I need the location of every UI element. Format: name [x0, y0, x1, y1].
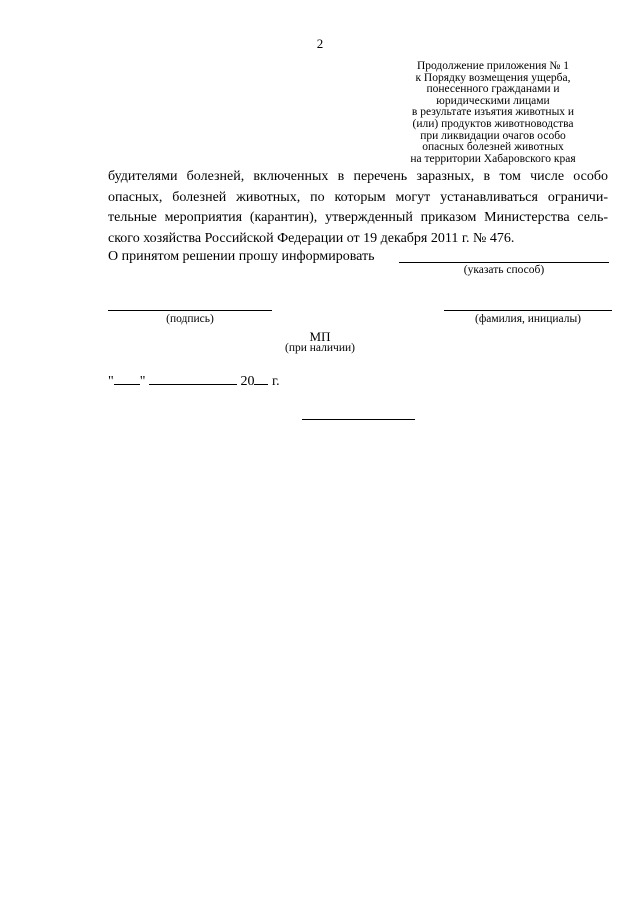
inform-method-field[interactable]: [399, 262, 609, 263]
body-line: ского хозяйства Российской Федерации от 19 декабря 2011 г. № 476.: [108, 230, 515, 246]
end-separator: [302, 419, 415, 420]
appendix-line: Продолжение приложения № 1: [416, 60, 570, 72]
appendix-header: [388, 61, 598, 165]
stamp-label: МП: [309, 329, 331, 344]
appendix-line: к Порядку возмещения ущерба,: [415, 71, 571, 84]
signature-caption: (подпись): [166, 313, 214, 325]
body-line: опасных, болезней животных, по которым могут устанавливаться ограничи-: [108, 189, 608, 205]
date-day-field[interactable]: [114, 371, 140, 385]
inform-request-text: О принятом решении прошу информировать: [108, 249, 375, 264]
date-year-suffix: г.: [271, 374, 280, 389]
appendix-line: понесенного гражданами и: [426, 83, 560, 96]
appendix-line: (или) продуктов животноводства: [412, 117, 574, 130]
body-paragraph: [108, 167, 608, 249]
appendix-line: опасных болезней животных: [422, 141, 564, 154]
appendix-line: юридическими лицами: [436, 94, 550, 107]
body-line: будителями болезней, включенных в перечень заразных, в том числе особо: [108, 169, 608, 184]
date-field: [108, 371, 280, 390]
inform-method-caption: (указать способ): [463, 264, 545, 276]
signature-field[interactable]: [108, 310, 272, 311]
date-close-quote: ": [139, 374, 146, 389]
date-year-field[interactable]: [254, 371, 268, 385]
date-year-prefix: 20: [240, 374, 255, 389]
date-month-field[interactable]: [149, 371, 237, 385]
name-caption: (фамилия, инициалы): [474, 313, 582, 325]
stamp-caption: (при наличии): [285, 342, 355, 354]
appendix-line: на территории Хабаровского края: [410, 152, 576, 165]
appendix-line: в результате изъятия животных и: [411, 106, 575, 119]
body-line: тельные мероприятия (карантин), утвержденный приказом Министерства сель-: [108, 210, 608, 225]
name-field[interactable]: [444, 310, 612, 311]
page-number: 2: [316, 36, 324, 51]
date-open-quote: ": [108, 374, 114, 389]
appendix-line: при ликвидации очагов особо: [420, 129, 566, 142]
